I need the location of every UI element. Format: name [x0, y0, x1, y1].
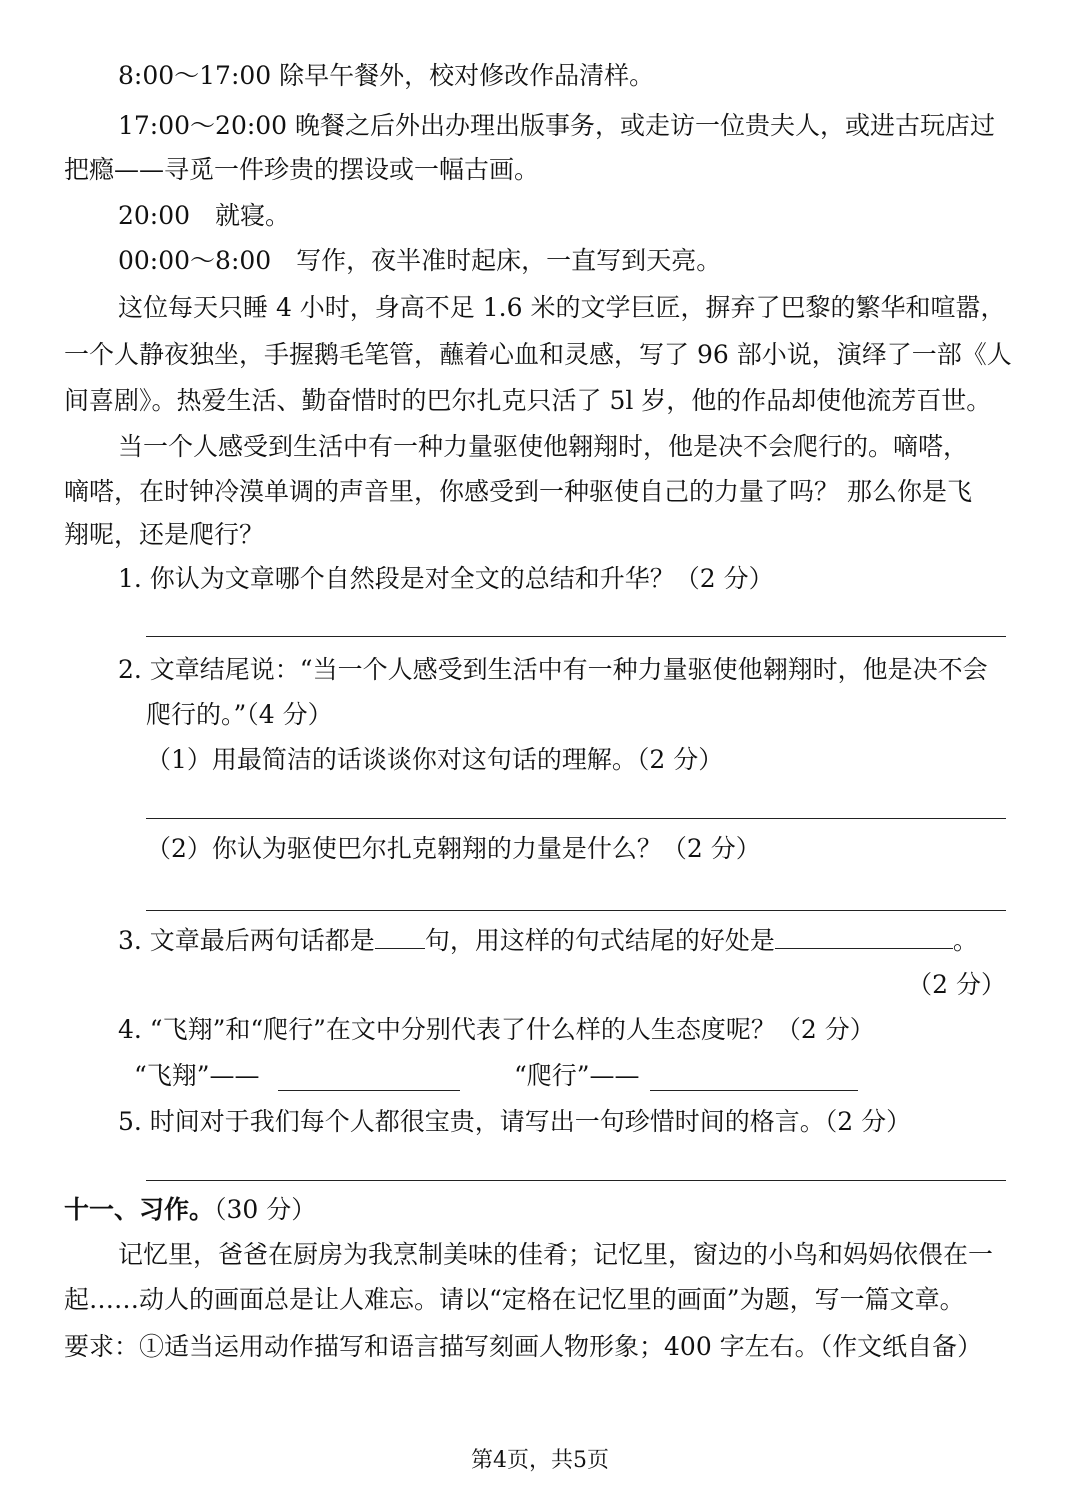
paragraph-1-line-2: 一个人静夜独坐，手握鹅毛笔管，蘸着心血和灵感，写了 96 部小说，演绎了一部《人: [64, 340, 1012, 369]
writing-prompt-line-1: 记忆里，爸爸在厨房为我烹制美味的佳肴；记忆里，窗边的小鸟和妈妈依偎在一: [118, 1240, 994, 1269]
schedule-line-2b: 把瘾——寻觅一件珍贵的摆设或一幅古画。: [64, 155, 540, 184]
schedule-line-3: 20:00 就寝。: [118, 201, 291, 230]
paragraph-1-line-3: 间喜剧》。热爱生活、勤奋惜时的巴尔扎克只活了 5l 岁，他的作品却使他流芳百世。: [64, 386, 992, 415]
question-1: 1. 你认为文章哪个自然段是对全文的总结和升华？（2 分）: [118, 564, 774, 593]
paragraph-1-line-1: 这位每天只睡 4 小时，身高不足 1.6 米的文学巨匠，摒弃了巴黎的繁华和喧嚣，: [118, 293, 1006, 322]
paragraph-2-line-2: 嘀嗒，在时钟冷漠单调的声音里，你感受到一种驱使自己的力量了吗？ 那么你是飞: [64, 477, 972, 506]
writing-heading-score: （30 分）: [214, 1195, 317, 1224]
answer-line-q5[interactable]: [146, 1180, 1006, 1181]
answer-line-q2-1[interactable]: [146, 818, 1006, 819]
blank-q3-benefit[interactable]: [775, 922, 953, 949]
question-3-text-1: 3. 文章最后两句话都是: [118, 926, 375, 955]
answer-line-q1[interactable]: [146, 636, 1006, 637]
answer-line-q2-2[interactable]: [146, 910, 1006, 911]
question-2-line-1: 2. 文章结尾说：“当一个人感受到生活中有一种力量驱使他翱翔时，他是决不会: [118, 655, 988, 684]
question-4: 4. “飞翔”和“爬行”在文中分别代表了什么样的人生态度呢？（2 分）: [118, 1015, 875, 1044]
writing-requirements: 要求：①适当运用动作描写和语言描写刻画人物形象；400 字左右。（作文纸自备）: [64, 1332, 983, 1361]
question-3-text-3: 。: [952, 926, 978, 955]
blank-q3-sentence-type[interactable]: [375, 922, 425, 949]
schedule-line-2a: 17:00～20:00 晚餐之后外出办理出版事务，或走访一位贵夫人，或进古玩店过: [118, 111, 996, 140]
page-number-footer: 第4页，共5页: [471, 1448, 609, 1473]
question-2-line-2: 爬行的。”（4 分）: [146, 700, 333, 729]
question-3: [118, 922, 978, 959]
writing-prompt-line-2: 起……动人的画面总是让人难忘。请以“定格在记忆里的画面”为题，写一篇文章。: [64, 1285, 965, 1314]
question-3-score: （2 分）: [907, 970, 1006, 999]
schedule-line-1: 8:00～17:00 除早午餐外，校对修改作品清样。: [118, 61, 655, 90]
question-5: 5. 时间对于我们每个人都很宝贵，请写出一句珍惜时间的格言。（2 分）: [118, 1107, 912, 1136]
schedule-line-4: 00:00～8:00 写作，夜半准时起床，一直写到天亮。: [118, 246, 722, 275]
question-4-fly-label: “飞翔”——: [134, 1061, 260, 1090]
question-4-crawl-label: “爬行”——: [514, 1061, 640, 1090]
question-2-1: （1）用最简洁的话谈谈你对这句话的理解。（2 分）: [146, 745, 724, 774]
writing-heading-title: 十一、习作。: [64, 1195, 215, 1224]
answer-line-q4-fly[interactable]: [278, 1090, 460, 1091]
writing-heading: [64, 1192, 316, 1228]
answer-line-q4-crawl[interactable]: [650, 1090, 858, 1091]
question-3-text-2: 句，用这样的句式结尾的好处是: [424, 926, 775, 955]
question-2-2: （2）你认为驱使巴尔扎克翱翔的力量是什么？（2 分）: [146, 834, 761, 863]
paragraph-2-line-3: 翔呢，还是爬行？: [64, 520, 265, 549]
paragraph-2-line-1: 当一个人感受到生活中有一种力量驱使他翱翔时，他是决不会爬行的。嘀嗒，: [118, 432, 969, 461]
